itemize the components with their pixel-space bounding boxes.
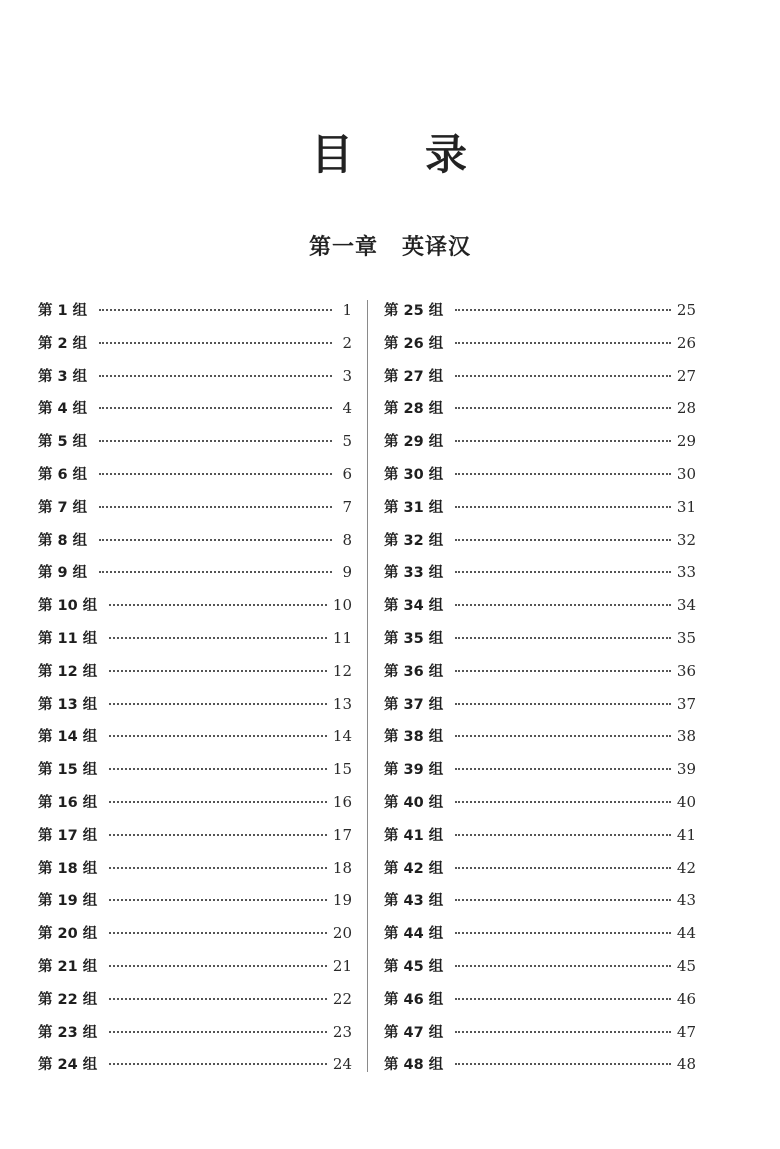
toc-entry[interactable]: [38, 524, 352, 557]
toc-entry-label: 第 21 组: [38, 958, 98, 975]
toc-leader-dots: [455, 670, 671, 672]
toc-entry-page-number: 16: [332, 792, 352, 811]
toc-entry[interactable]: [384, 327, 696, 360]
toc-entry-page-number: 33: [676, 563, 696, 582]
toc-entry[interactable]: [38, 786, 352, 819]
toc-leader-dots: [455, 965, 671, 967]
toc-entry-page-number: 21: [332, 956, 352, 975]
toc-entry-page-number: 19: [332, 891, 352, 910]
toc-entry-page-number: 5: [342, 432, 352, 451]
toc-entry-page-number: 11: [332, 628, 352, 647]
toc-entry[interactable]: [38, 458, 352, 491]
toc-leader-dots: [455, 604, 671, 606]
toc-entry-page-number: 47: [676, 1022, 696, 1041]
toc-entry-page-number: 35: [676, 628, 696, 647]
toc-left-column: [38, 294, 352, 1081]
toc-entry-label: 第 24 组: [38, 1057, 98, 1074]
toc-entry-label: 第 44 组: [384, 926, 444, 943]
toc-entry[interactable]: [38, 425, 352, 458]
toc-entry[interactable]: [384, 622, 696, 655]
toc-leader-dots: [455, 899, 671, 901]
toc-entry-label: 第 2 组: [38, 335, 88, 352]
toc-leader-dots: [99, 571, 332, 573]
toc-entry-label: 第 6 组: [38, 466, 88, 483]
toc-entry-label: 第 33 组: [384, 565, 444, 582]
toc-leader-dots: [109, 834, 327, 836]
toc-entry[interactable]: [384, 753, 696, 786]
toc-leader-dots: [99, 440, 332, 442]
toc-entry-label: 第 20 组: [38, 926, 98, 943]
toc-entry[interactable]: [384, 852, 696, 885]
toc-leader-dots: [99, 539, 332, 541]
toc-entry-page-number: 24: [332, 1055, 352, 1074]
toc-entry-label: 第 31 组: [384, 499, 444, 516]
toc-entry[interactable]: [38, 852, 352, 885]
toc-entry-page-number: 39: [676, 760, 696, 779]
toc-entry[interactable]: [384, 556, 696, 589]
toc-leader-dots: [455, 440, 671, 442]
toc-entry-page-number: 26: [676, 333, 696, 352]
toc-entry-label: 第 25 组: [384, 303, 444, 319]
toc-leader-dots: [455, 375, 671, 377]
toc-leader-dots: [109, 670, 327, 672]
toc-entry[interactable]: [38, 1016, 352, 1049]
toc-leader-dots: [109, 1031, 327, 1033]
toc-entry-label: 第 15 组: [38, 762, 98, 779]
toc-entry-page-number: 22: [332, 989, 352, 1008]
toc-leader-dots: [109, 637, 327, 639]
toc-entry-label: 第 43 组: [384, 893, 444, 910]
toc-entry[interactable]: [38, 917, 352, 950]
toc-entry-label: 第 11 组: [38, 630, 98, 647]
toc-entry-label: 第 7 组: [38, 499, 88, 516]
toc-entry[interactable]: [38, 983, 352, 1016]
toc-entry[interactable]: [384, 786, 696, 819]
toc-leader-dots: [99, 473, 332, 475]
toc-entry-label: 第 18 组: [38, 860, 98, 877]
toc-entry-page-number: 46: [676, 989, 696, 1008]
toc-leader-dots: [109, 899, 327, 901]
toc-entry-label: 第 32 组: [384, 532, 444, 549]
toc-entry-label: 第 14 组: [38, 729, 98, 746]
toc-leader-dots: [455, 342, 671, 344]
toc-leader-dots: [455, 1063, 671, 1065]
toc-leader-dots: [109, 735, 327, 737]
toc-entry-page-number: 13: [332, 694, 352, 713]
toc-entry-label: 第 8 组: [38, 532, 88, 549]
toc-entry-label: 第 19 组: [38, 893, 98, 910]
toc-entry-page-number: 44: [676, 924, 696, 943]
toc-entry[interactable]: [38, 622, 352, 655]
toc-leader-dots: [109, 801, 327, 803]
toc-entry-label: 第 29 组: [384, 434, 444, 451]
toc-entry-label: 第 38 组: [384, 729, 444, 746]
toc-entry[interactable]: [384, 524, 696, 557]
toc-entry[interactable]: [38, 556, 352, 589]
toc-entry-label: 第 4 组: [38, 401, 88, 418]
toc-entry-page-number: 1: [342, 301, 352, 319]
toc-entry-page-number: 27: [676, 366, 696, 385]
toc-entry-page-number: 38: [676, 727, 696, 746]
toc-leader-dots: [109, 932, 327, 934]
toc-entry-label: 第 35 组: [384, 630, 444, 647]
toc-entry-page-number: 43: [676, 891, 696, 910]
toc-entry-page-number: 42: [676, 858, 696, 877]
toc-right-column: [384, 294, 696, 1081]
toc-entry-page-number: 45: [676, 956, 696, 975]
toc-entry[interactable]: [384, 720, 696, 753]
toc-entry-page-number: 15: [332, 760, 352, 779]
toc-entry-page-number: 29: [676, 432, 696, 451]
toc-entry[interactable]: [38, 688, 352, 721]
toc-entry[interactable]: [384, 1016, 696, 1049]
toc-entry-page-number: 28: [676, 399, 696, 418]
toc-entry[interactable]: [384, 819, 696, 852]
toc-entry[interactable]: [38, 753, 352, 786]
toc-entry[interactable]: [384, 589, 696, 622]
toc-entry-page-number: 25: [676, 301, 696, 319]
toc-entry-page-number: 37: [676, 694, 696, 713]
toc-entry[interactable]: [38, 327, 352, 360]
toc-leader-dots: [455, 768, 671, 770]
toc-entry-label: 第 13 组: [38, 696, 98, 713]
toc-leader-dots: [455, 407, 671, 409]
toc-entry[interactable]: [38, 655, 352, 688]
toc-entry[interactable]: [38, 884, 352, 917]
toc-entry-label: 第 23 组: [38, 1024, 98, 1041]
toc-entry[interactable]: [38, 360, 352, 393]
toc-entry-page-number: 32: [676, 530, 696, 549]
toc-entry-label: 第 42 组: [384, 860, 444, 877]
toc-entry-label: 第 34 组: [384, 598, 444, 615]
toc-entry-page-number: 40: [676, 792, 696, 811]
toc-entry-label: 第 46 组: [384, 991, 444, 1008]
toc-leader-dots: [109, 703, 327, 705]
page-title-right-char: 录: [425, 130, 470, 179]
toc-entry-label: 第 12 组: [38, 663, 98, 680]
toc-entry-page-number: 41: [676, 825, 696, 844]
toc-leader-dots: [455, 867, 671, 869]
toc-entry-label: 第 45 组: [384, 958, 444, 975]
toc-entry-label: 第 47 组: [384, 1024, 444, 1041]
toc-leader-dots: [99, 506, 332, 508]
toc-leader-dots: [455, 1031, 671, 1033]
toc-entry-label: 第 26 组: [384, 335, 444, 352]
toc-entry[interactable]: [38, 819, 352, 852]
toc-entry[interactable]: [384, 425, 696, 458]
toc-entry[interactable]: [384, 688, 696, 721]
column-divider: [367, 300, 368, 1072]
toc-entry-label: 第 22 组: [38, 991, 98, 1008]
toc-entry[interactable]: [384, 458, 696, 491]
toc-leader-dots: [109, 998, 327, 1000]
toc-leader-dots: [455, 735, 671, 737]
toc-leader-dots: [109, 604, 327, 606]
toc-entry[interactable]: [38, 720, 352, 753]
toc-entry[interactable]: [384, 392, 696, 425]
toc-entry-page-number: 14: [332, 727, 352, 746]
toc-entry[interactable]: [384, 917, 696, 950]
toc-entry-label: 第 9 组: [38, 565, 88, 582]
toc-entry-page-number: 48: [676, 1055, 696, 1074]
toc-leader-dots: [99, 375, 332, 377]
toc-entry[interactable]: [384, 294, 696, 327]
toc-leader-dots: [455, 571, 671, 573]
toc-entry[interactable]: [384, 360, 696, 393]
toc-entry[interactable]: [384, 491, 696, 524]
toc-leader-dots: [109, 768, 327, 770]
toc-entry-page-number: 36: [676, 661, 696, 680]
toc-entry-label: 第 41 组: [384, 827, 444, 844]
toc-entry[interactable]: [384, 983, 696, 1016]
toc-entry[interactable]: [38, 294, 352, 327]
page-title: [0, 122, 780, 182]
chapter-name: 英译汉: [402, 235, 472, 260]
toc-leader-dots: [455, 998, 671, 1000]
toc-leader-dots: [455, 473, 671, 475]
toc-entry[interactable]: [384, 655, 696, 688]
toc-entry-page-number: 2: [342, 333, 352, 352]
toc-leader-dots: [99, 309, 332, 311]
toc-entry-page-number: 10: [332, 596, 352, 615]
toc-entry-label: 第 37 组: [384, 696, 444, 713]
toc-entry-label: 第 28 组: [384, 401, 444, 418]
toc-entry-page-number: 6: [342, 464, 352, 483]
toc-entry-page-number: 31: [676, 497, 696, 516]
toc-entry-label: 第 39 组: [384, 762, 444, 779]
toc-entry[interactable]: [384, 1048, 696, 1081]
toc-leader-dots: [455, 703, 671, 705]
toc-entry-page-number: 23: [332, 1022, 352, 1041]
toc-leader-dots: [99, 342, 332, 344]
toc-entry-label: 第 17 组: [38, 827, 98, 844]
toc-entry[interactable]: [38, 1048, 352, 1081]
toc-entry-label: 第 5 组: [38, 434, 88, 451]
toc-leader-dots: [109, 867, 327, 869]
toc-entry-page-number: 17: [332, 825, 352, 844]
toc-leader-dots: [455, 834, 671, 836]
toc-entry-label: 第 40 组: [384, 794, 444, 811]
toc-entry-page-number: 20: [332, 924, 352, 943]
toc-entry-label: 第 10 组: [38, 598, 98, 615]
chapter-number: 第一章: [308, 235, 378, 260]
toc-entry-page-number: 3: [342, 366, 352, 385]
toc-entry-page-number: 7: [342, 497, 352, 516]
toc-entry-label: 第 36 组: [384, 663, 444, 680]
toc-leader-dots: [455, 309, 671, 311]
toc-entry-page-number: 9: [342, 563, 352, 582]
toc-entry[interactable]: [384, 884, 696, 917]
toc-entry-page-number: 4: [342, 399, 352, 418]
toc-entry-label: 第 16 组: [38, 794, 98, 811]
toc-entry-page-number: 30: [676, 464, 696, 483]
toc-entry[interactable]: [384, 950, 696, 983]
toc-entry-page-number: 8: [342, 530, 352, 549]
toc-leader-dots: [99, 407, 332, 409]
toc-entry-label: 第 3 组: [38, 368, 88, 385]
toc-entry[interactable]: [38, 950, 352, 983]
toc-entry-label: 第 1 组: [38, 303, 88, 319]
chapter-title: [0, 230, 780, 261]
toc-leader-dots: [455, 539, 671, 541]
toc-entry[interactable]: [38, 589, 352, 622]
toc-leader-dots: [455, 506, 671, 508]
toc-entry-page-number: 34: [676, 596, 696, 615]
toc-leader-dots: [109, 965, 327, 967]
toc-entry-label: 第 48 组: [384, 1057, 444, 1074]
toc-entry[interactable]: [38, 392, 352, 425]
toc-entry-label: 第 30 组: [384, 466, 444, 483]
toc-leader-dots: [109, 1063, 327, 1065]
toc-entry-page-number: 12: [332, 661, 352, 680]
toc-leader-dots: [455, 932, 671, 934]
toc-entry-page-number: 18: [332, 858, 352, 877]
toc-entry-label: 第 27 组: [384, 368, 444, 385]
page-title-left-char: 目: [310, 130, 355, 179]
toc-leader-dots: [455, 801, 671, 803]
toc-leader-dots: [455, 637, 671, 639]
toc-entry[interactable]: [38, 491, 352, 524]
